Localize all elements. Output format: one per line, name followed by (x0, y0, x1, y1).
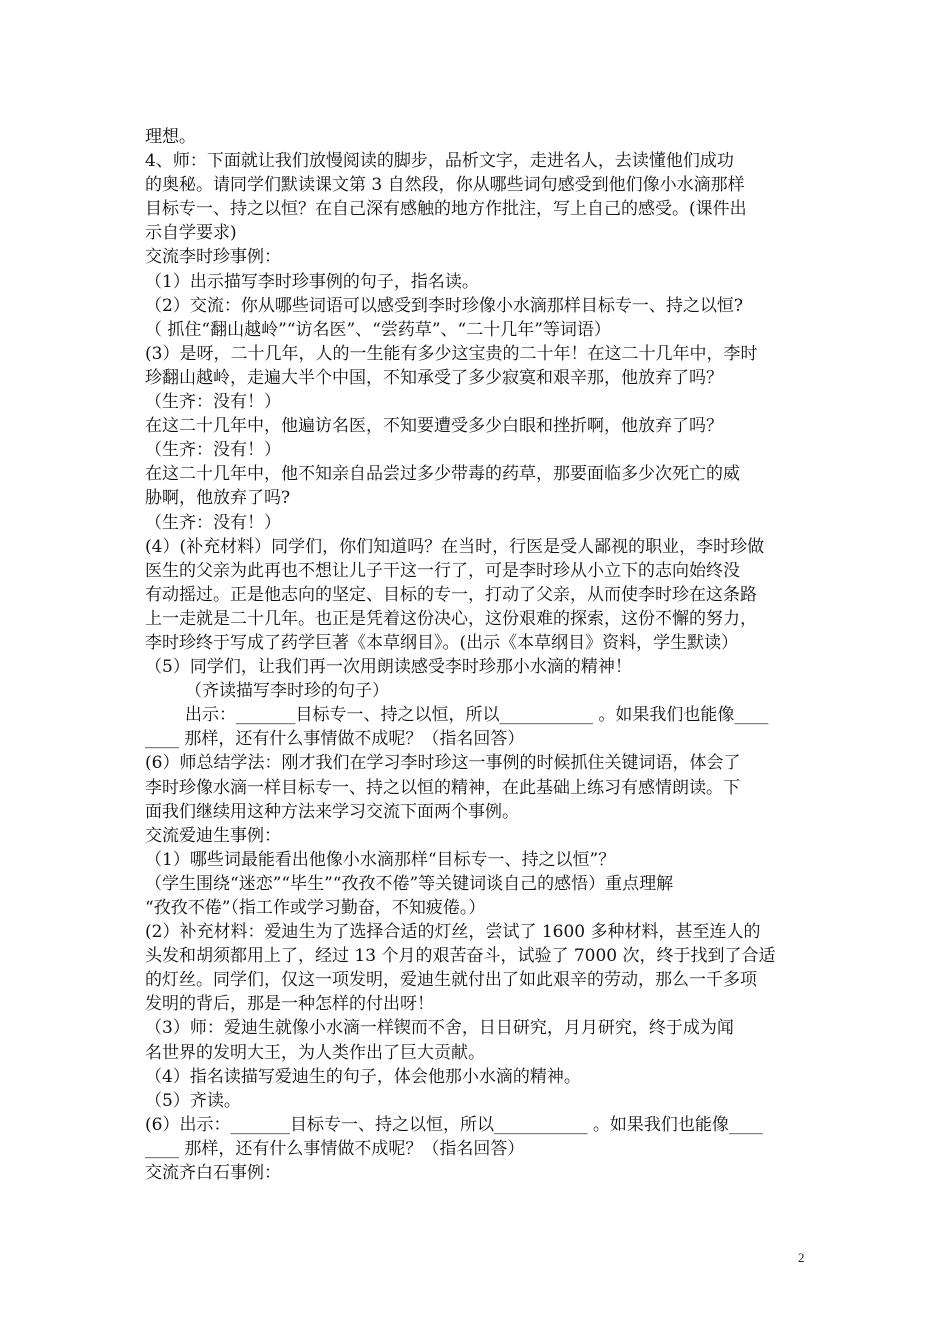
text-line: 的奥秘。请同学们默读课文第 3 自然段，你从哪些词句感受到他们像小水滴那样 (145, 175, 745, 196)
text-line: 的灯丝。同学们，仅这一项发明，爱迪生就付出了如此艰辛的劳动，那么一千多项 (145, 970, 757, 991)
text-line: （1）出示描写李时珍事例的句子，指名读。 (145, 271, 479, 292)
text-line: 在这二十几年中，他遍访名医，不知要遭受多少白眼和挫折啊，他放弃了吗？ (145, 416, 723, 437)
text-line: 李时珍终于写成了药学巨著《本草纲目》。(出示《本草纲目》资料，学生默读） (145, 632, 739, 653)
text-line: （5）齐读。 (145, 1090, 241, 1111)
text-line: 发明的背后，那是一种怎样的付出呀！ (145, 994, 434, 1015)
fill-in-blank-line: (6）出示：_______目标专一、持之以恒，所以___________ 。如果我们也能像____ (145, 1114, 763, 1135)
text-line: （生齐：没有！） (145, 392, 281, 413)
text-line: （2）交流：你从哪些词语可以感受到李时珍像小水滴那样目标专一、持之以恒? (145, 295, 743, 316)
text-line: 示自学要求) (145, 223, 237, 244)
text-line: 李时珍像水滴一样目标专一、持之以恒的精神，在此基础上练习有感情朗读。下 (145, 777, 740, 798)
text-line: （生齐：没有！） (145, 440, 281, 461)
text-line: （学生围绕“迷恋”“毕生”“孜孜不倦”等关键词谈自己的感悟）重点理解 (145, 873, 674, 894)
text-line: （ 抓住“翻山越岭”“访名医”、“尝药草”、“二十几年”等词语） (145, 319, 611, 340)
fill-in-blank-line: 出示：_______目标专一、持之以恒，所以___________ 。如果我们也能像____ (185, 705, 769, 726)
text-line: （5）同学们，让我们再一次用朗读感受李时珍那小水滴的精神！ (145, 657, 632, 678)
text-line: （3）师：爱迪生就像小水滴一样锲而不舍，日日研究，月月研究，终于成为闻 (145, 1018, 734, 1039)
page-number: 2 (798, 1250, 805, 1265)
section-heading-qi-baishi: 交流齐白石事例： (145, 1163, 281, 1184)
text-line: ____ 那样，还有什么事情做不成呢？（指名回答） (145, 1138, 525, 1159)
text-line: (2）补充材料：爱迪生为了选择合适的灯丝，尝试了 1600 多种材料，甚至连人的 (145, 922, 761, 943)
text-line: (6）师总结学法：刚才我们在学习李时珍这一事例的时候抓住关键词语，体会了 (145, 753, 741, 774)
text-line: 理想。 (145, 127, 196, 147)
text-line: （齐读描写李时珍的句子） (185, 681, 389, 702)
section-heading-edison: 交流爱迪生事例： (145, 825, 281, 846)
text-line: 胁啊，他放弃了吗? (145, 488, 291, 509)
body-text (145, 125, 813, 1185)
text-line: (4）(补充材料）同学们，你们知道吗？在当时，行医是受人鄙视的职业，李时珍做 (145, 536, 765, 557)
text-line: (3）是呀，二十几年，人的一生能有多少这宝贵的二十年！在这二十几年中，李时 (145, 343, 758, 364)
text-line: 珍翻山越岭，走遍大半个中国，不知承受了多少寂寞和艰辛那，他放弃了吗？ (145, 367, 723, 388)
section-heading-li-shizhen: 交流李时珍事例： (145, 247, 281, 268)
text-line: 上一走就是二十几年。也正是凭着这份决心，这份艰难的探索，这份不懈的努力， (145, 608, 757, 629)
text-line: 4、师：下面就让我们放慢阅读的脚步，品析文字，走进名人，去读懂他们成功 (145, 151, 734, 172)
text-line: ____ 那样，还有什么事情做不成呢？（指名回答） (145, 729, 525, 750)
text-line: （1）哪些词最能看出他像小水滴那样“目标专一、持之以恒”？ (145, 849, 616, 870)
text-line: （生齐：没有！） (145, 512, 281, 533)
text-line: 面我们继续用这种方法来学习交流下面两个事例。 (145, 801, 519, 822)
text-line: 有动摇过。正是他志向的坚定、目标的专一，打动了父亲，从而使李时珍在这条路 (145, 584, 757, 605)
text-line: 目标专一、持之以恒？在自己深有感触的地方作批注，写上自己的感受。(课件出 (145, 199, 747, 220)
text-line: 头发和胡须都用上了，经过 13 个月的艰苦奋斗，试验了 7000 次，终于找到了合适 (145, 946, 776, 967)
text-line: 在这二十几年中，他不知亲自品尝过多少带毒的药草，那要面临多少次死亡的威 (145, 464, 740, 485)
text-line: （4）指名读描写爱迪生的句子，体会他那小水滴的精神。 (145, 1066, 581, 1087)
text-line: “孜孜不倦”（指工作或学习勤奋，不知疲倦。） (145, 898, 486, 918)
text-line: 医生的父亲为此再也不想让儿子干这一行了，可是李时珍从小立下的志向始终没 (145, 560, 740, 581)
text-line: 名世界的发明大王，为人类作出了巨大贡献。 (145, 1042, 485, 1063)
